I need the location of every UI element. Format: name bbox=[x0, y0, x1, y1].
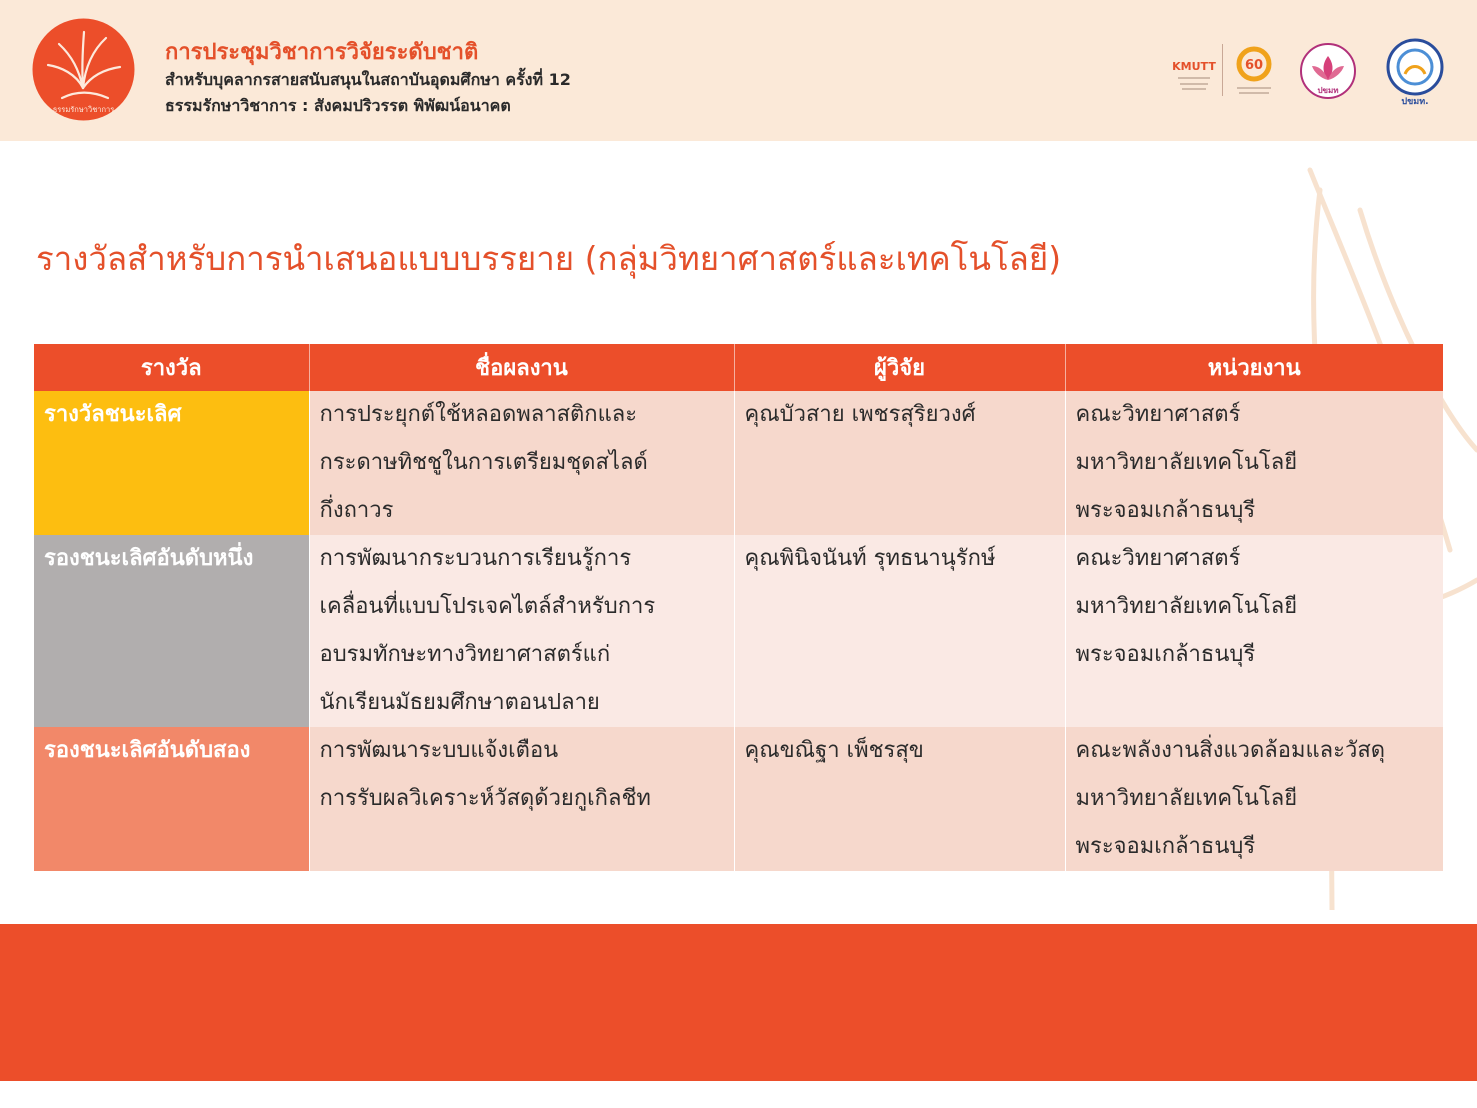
work-title-line: การพัฒนาระบบแจ้งเตือน bbox=[319, 738, 559, 763]
pomot-lotus-logo-icon bbox=[1296, 42, 1360, 100]
table-row bbox=[34, 727, 1443, 871]
organization-line: พระจอมเกล้าธนบุรี bbox=[1075, 498, 1256, 523]
award-cell: รางวัลชนะเลิศ bbox=[34, 391, 309, 535]
work-title-line: อบรมทักษะทางวิทยาศาสตร์แก่ bbox=[319, 642, 611, 667]
researcher-cell: คุณขณิฐา เพ็ชรสุข bbox=[734, 727, 1065, 871]
work-title-cell bbox=[309, 727, 734, 871]
work-title-line: กึ่งถาวร bbox=[319, 498, 394, 523]
conference-logo-icon bbox=[32, 18, 135, 121]
pomot-lotus-logo-text: ปขมท bbox=[1317, 86, 1339, 95]
work-title-cell bbox=[309, 391, 734, 535]
slide-title: รางวัลสำหรับการนำเสนอแบบบรรยาย (กลุ่มวิทยาศาสตร์และเทคโนโลยี) bbox=[36, 239, 1062, 278]
researcher-cell: คุณพินิจนันท์ รุทธนานุรักษ์ bbox=[734, 535, 1065, 727]
organization-cell bbox=[1065, 535, 1443, 727]
header-organization: หน่วยงาน bbox=[1065, 344, 1443, 391]
award-cell: รองชนะเลิศอันดับหนึ่ง bbox=[34, 535, 309, 727]
header-researcher: ผู้วิจัย bbox=[734, 344, 1065, 391]
organization-line: พระจอมเกล้าธนบุรี bbox=[1075, 642, 1256, 667]
work-title-cell bbox=[309, 535, 734, 727]
table-row bbox=[34, 391, 1443, 535]
logo-text: ธรรมรักษาวิชาการ bbox=[52, 105, 115, 114]
work-title-line: การรับผลวิเคราะห์วัสดุด้วยกูเกิลชีท bbox=[319, 786, 651, 811]
awards-table bbox=[34, 344, 1443, 871]
award-cell: รองชนะเลิศอันดับสอง bbox=[34, 727, 309, 871]
conference-subtitle: สำหรับบุคลากรสายสนับสนุนในสถาบันอุดมศึกษา ครั้งที่ 12 bbox=[165, 70, 571, 89]
organization-cell bbox=[1065, 391, 1443, 535]
header-work-title: ชื่อผลงาน bbox=[309, 344, 734, 391]
organization-cell bbox=[1065, 727, 1443, 871]
researcher-cell: คุณบัวสาย เพชรสุริยวงศ์ bbox=[734, 391, 1065, 535]
organization-line: พระจอมเกล้าธนบุรี bbox=[1075, 834, 1256, 859]
kmutt-logo-icon bbox=[1172, 40, 1216, 98]
kmutt-logo-text: KMUTT bbox=[1172, 60, 1216, 73]
footer-band bbox=[0, 924, 1477, 1081]
header-award: รางวัล bbox=[34, 344, 309, 391]
conference-title: การประชุมวิชาการวิจัยระดับชาติ bbox=[165, 40, 479, 65]
conference-header bbox=[0, 0, 1477, 141]
logo-divider bbox=[1222, 44, 1223, 96]
work-title-line: นักเรียนมัธยมศึกษาตอนปลาย bbox=[319, 690, 600, 715]
anniversary-60-logo-icon bbox=[1229, 40, 1279, 98]
organization-line: คณะวิทยาศาสตร์ bbox=[1075, 546, 1241, 571]
organization-line: คณะวิทยาศาสตร์ bbox=[1075, 402, 1241, 427]
anniversary-logo-text: 60 bbox=[1244, 58, 1264, 73]
organization-line: มหาวิทยาลัยเทคโนโลยี bbox=[1075, 786, 1298, 811]
table-row bbox=[34, 535, 1443, 727]
table-header-row bbox=[34, 344, 1443, 391]
organization-line: มหาวิทยาลัยเทคโนโลยี bbox=[1075, 450, 1298, 475]
work-title-line: เคลื่อนที่แบบโปรเจคไตล์สำหรับการ bbox=[319, 594, 656, 619]
pomot-circle-logo-text: ปขมท. bbox=[1401, 97, 1429, 106]
organization-line: คณะพลังงานสิ่งแวดล้อมและวัสดุ bbox=[1075, 738, 1386, 763]
work-title-line: การพัฒนากระบวนการเรียนรู้การ bbox=[319, 546, 632, 571]
organization-line: มหาวิทยาลัยเทคโนโลยี bbox=[1075, 594, 1298, 619]
work-title-line: กระดาษทิชชูในการเตรียมชุดสไลด์ bbox=[319, 450, 648, 475]
pomot-circle-logo-icon bbox=[1385, 38, 1445, 106]
work-title-line: การประยุกต์ใช้หลอดพลาสติกและ bbox=[319, 402, 638, 427]
conference-theme: ธรรมรักษาวิชาการ : สังคมปริวรรต พิพัฒน์อนาคต bbox=[165, 96, 511, 115]
